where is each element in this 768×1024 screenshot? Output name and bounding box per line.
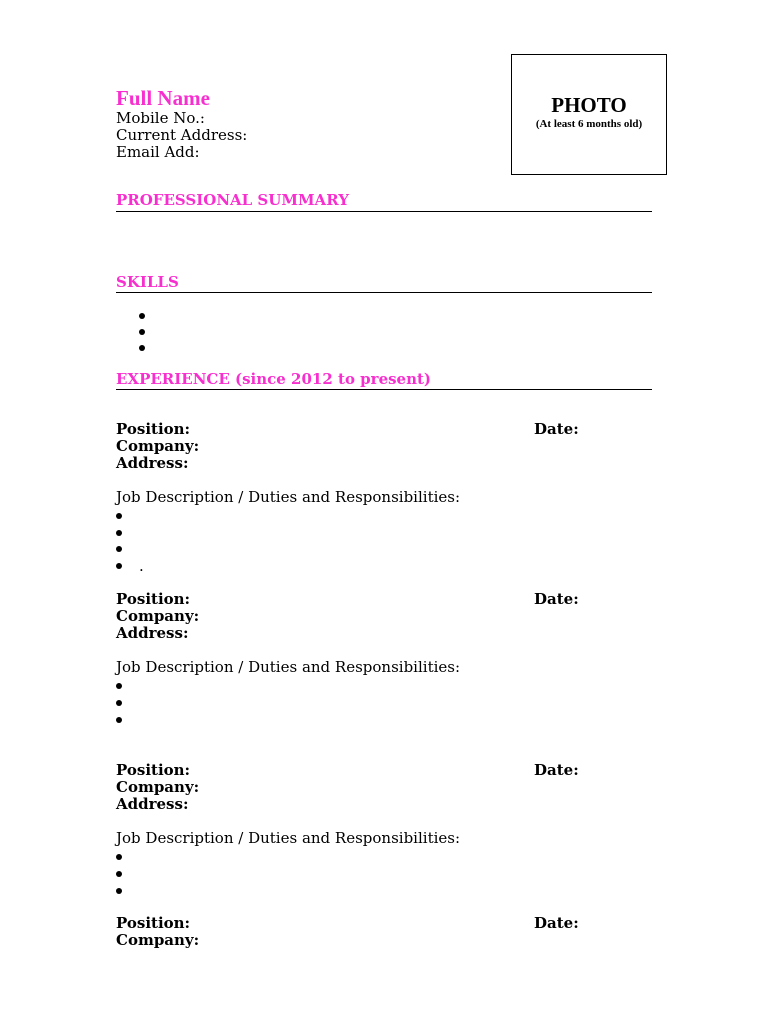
full-name: Full Name (116, 86, 210, 110)
email-label: Email Add: (116, 143, 200, 161)
section-divider (116, 211, 652, 212)
duty-bullet (116, 563, 122, 569)
position-label: Position: (116, 420, 191, 438)
address-label: Address: (116, 795, 189, 813)
trailing-period: . (139, 557, 144, 575)
company-label: Company: (116, 778, 200, 796)
position-label: Position: (116, 761, 191, 779)
job-description-label: Job Description / Duties and Responsibilities: (116, 488, 461, 506)
company-label: Company: (116, 607, 200, 625)
section-divider (116, 292, 652, 293)
address-label: Address: (116, 454, 189, 472)
company-label: Company: (116, 437, 200, 455)
date-label: Date: (534, 590, 579, 608)
position-label: Position: (116, 914, 191, 932)
job-description-label: Job Description / Duties and Responsibilities: (116, 829, 461, 847)
section-divider (116, 389, 652, 390)
date-label: Date: (534, 761, 579, 779)
duty-bullet (116, 513, 122, 519)
photo-placeholder (511, 54, 667, 175)
duty-bullet (116, 717, 122, 723)
skills-heading: SKILLS (116, 273, 179, 291)
current-address-label: Current Address: (116, 126, 248, 144)
company-label: Company: (116, 931, 200, 949)
skills-bullet (139, 313, 145, 319)
duty-bullet (116, 700, 122, 706)
mobile-label: Mobile No.: (116, 109, 205, 127)
duty-bullet (116, 683, 122, 689)
duty-bullet (116, 854, 122, 860)
skills-bullet (139, 329, 145, 335)
photo-label: PHOTO (551, 93, 627, 117)
job-description-label: Job Description / Duties and Responsibilities: (116, 658, 461, 676)
photo-note: (At least 6 months old) (535, 118, 643, 130)
skills-bullet (139, 345, 145, 351)
duty-bullet (116, 546, 122, 552)
address-label: Address: (116, 624, 189, 642)
date-label: Date: (534, 914, 579, 932)
date-label: Date: (534, 420, 579, 438)
professional-summary-heading: PROFESSIONAL SUMMARY (116, 191, 349, 209)
duty-bullet (116, 888, 122, 894)
duty-bullet (116, 530, 122, 536)
position-label: Position: (116, 590, 191, 608)
duty-bullet (116, 871, 122, 877)
experience-heading: EXPERIENCE (since 2012 to present) (116, 370, 432, 388)
